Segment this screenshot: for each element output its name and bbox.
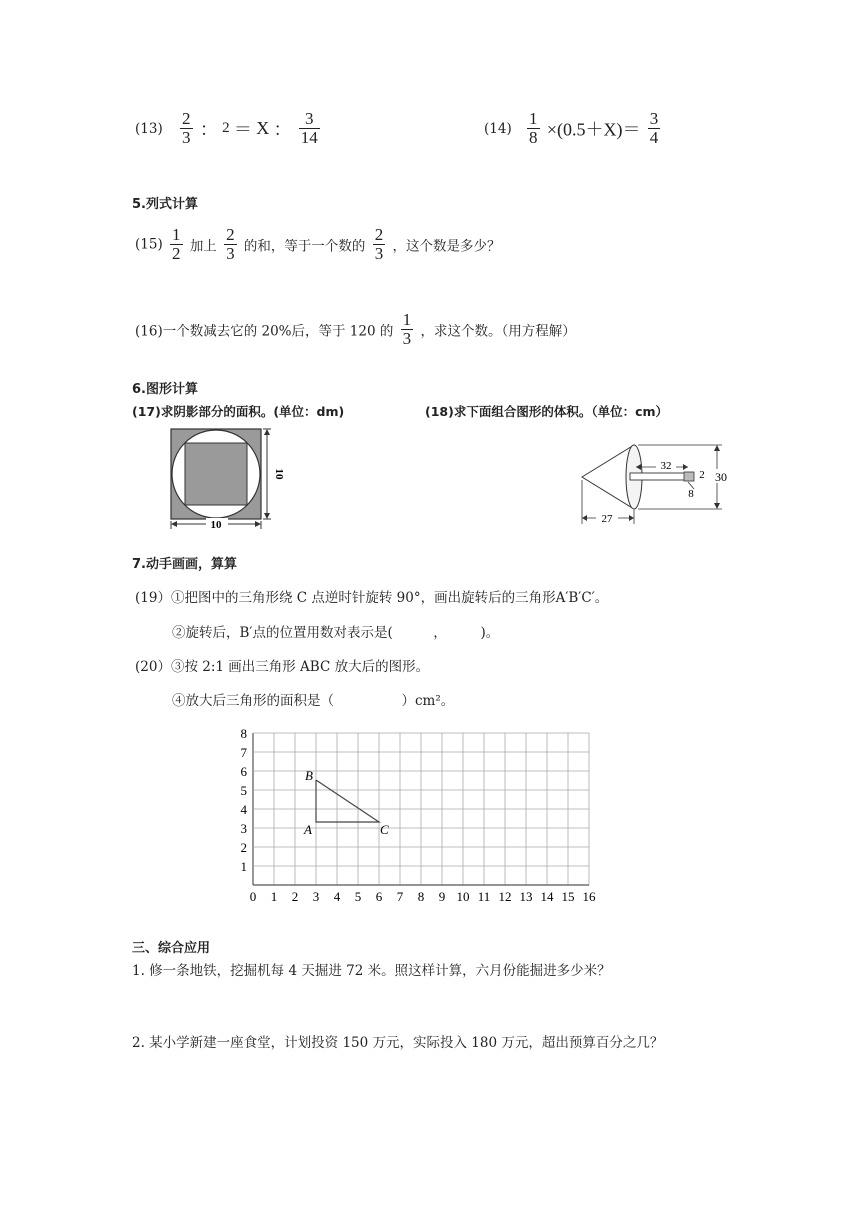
x-axis-tick-label: 16 — [582, 889, 596, 904]
figure-cone-cylinder — [576, 432, 732, 528]
equation-14: (14) $\frac{1}{8}$ ×(0.5＋X)＝ $\frac{3}{4}$ — [484, 109, 659, 147]
question-15: (15) $\frac{1}{2}$ 加上 $\frac{2}{3}$ 的和，等于一个数的 $\frac{2}{3}$ ，这个数是多少？ — [135, 225, 501, 263]
svg-text:8: 8 — [688, 488, 694, 500]
y-axis-tick-label: 5 — [240, 783, 247, 798]
x-axis-tick-label: 1 — [270, 889, 278, 904]
x-axis-tick-label: 2 — [291, 889, 299, 904]
figure-shaded-circle-square — [168, 426, 285, 531]
x-axis-tick-label: 9 — [438, 889, 446, 904]
dimension-bottom: 10 — [210, 519, 222, 531]
x-axis-tick-label: 14 — [540, 889, 554, 904]
svg-text:2: 2 — [699, 469, 705, 481]
y-axis-tick-label: 2 — [240, 840, 247, 855]
section-6-title: 6.图形计算 — [132, 382, 198, 397]
x-axis-tick-label: 0 — [249, 889, 257, 904]
y-axis-tick-label: 8 — [240, 726, 247, 741]
y-axis-tick-label: 7 — [240, 745, 247, 760]
question-20-line1: (20）③按 2:1 画出三角形 ABC 放大后的图形。 — [135, 659, 430, 675]
x-axis-tick-label: 11 — [477, 889, 491, 904]
x-axis-tick-label: 8 — [417, 889, 425, 904]
dimension-right: 10 — [273, 468, 285, 480]
question-17-text: (17)求阴影部分的面积。(单位：dm) — [132, 404, 345, 419]
point-label-a: A — [304, 822, 312, 837]
fraction-three-fourteenths: $\frac{3}{14}$ — [300, 109, 318, 147]
x-axis-tick-label: 15 — [561, 889, 575, 904]
y-axis-tick-label: 4 — [240, 802, 247, 817]
x-axis-tick-label: 5 — [354, 889, 362, 904]
y-axis-tick-label: 1 — [240, 859, 247, 874]
question-number: (13) — [135, 120, 163, 137]
x-axis-tick-label: 12 — [498, 889, 512, 904]
x-axis-tick-label: 6 — [375, 889, 383, 904]
x-axis-tick-label: 3 — [312, 889, 320, 904]
question-16: (16)一个数减去它的 20%后，等于 120 的 $\frac{1}{3}$ ，求这个数。（用方程解） — [135, 310, 576, 348]
svg-text:30: 30 — [715, 470, 727, 484]
x-axis-tick-label: 4 — [333, 889, 341, 904]
application-question-1: 1. 修一条地铁，挖掘机每 4 天掘进 72 米。照这样计算，六月份能掘进多少米？ — [132, 963, 611, 979]
section-5-title: 5.列式计算 — [132, 197, 198, 212]
question-18-text: (18)求下面组合图形的体积。（单位：cm） — [425, 404, 669, 419]
question-number: (14) — [484, 120, 512, 137]
svg-text:27: 27 — [601, 513, 613, 525]
question-19-line2: ②旋转后，B′点的位置用数对表示是( ， )。 — [172, 625, 500, 641]
point-label-c: C — [380, 822, 389, 837]
coordinate-grid — [236, 726, 606, 920]
inner-square — [185, 443, 247, 505]
cylinder-rod — [630, 473, 690, 480]
fraction-one-eighth: $\frac{1}{8}$ — [529, 109, 538, 147]
question-20-line2: ④放大后三角形的面积是（ ）cm²。 — [172, 693, 455, 709]
section-three-title: 三、综合应用 — [132, 941, 211, 956]
x-axis-tick-label: 10 — [456, 889, 470, 904]
fraction-three-quarters: $\frac{3}{4}$ — [649, 109, 659, 147]
y-axis-tick-label: 3 — [240, 821, 247, 836]
triangle-abc — [316, 780, 379, 822]
equation-13: (13) $\frac{2}{3}$ ： 2 ＝ X ： $\frac{3}{14}$ — [135, 109, 318, 147]
fraction-two-thirds: $\frac{2}{3}$ — [182, 109, 191, 147]
x-axis-tick-label: 7 — [396, 889, 404, 904]
point-label-b: B — [305, 768, 313, 783]
y-axis-tick-label: 6 — [240, 764, 247, 779]
question-19-line1: (19）①把图中的三角形绕 C 点逆时针旋转 90°，画出旋转后的三角形A′B′C′。 — [135, 590, 609, 606]
application-question-2: 2. 某小学新建一座食堂，计划投资 150 万元，实际投入 180 万元，超出预算百分之几？ — [132, 1035, 664, 1051]
svg-text:32: 32 — [660, 460, 672, 472]
x-axis-tick-label: 13 — [519, 889, 533, 904]
section-7-title: 7.动手画画，算算 — [132, 557, 237, 572]
